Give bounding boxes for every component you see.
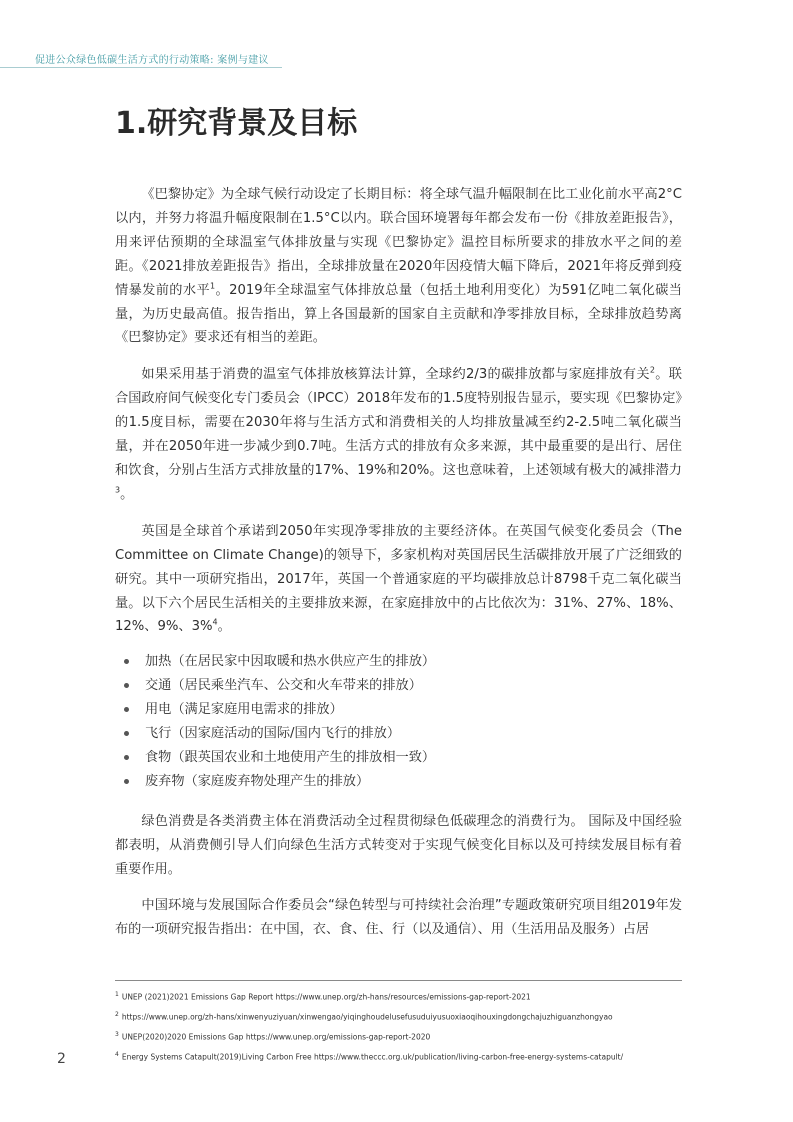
paragraph-2-end: 。 [120, 486, 134, 502]
list-item-text: 废弃物（家庭废弃物处理产生的排放） [145, 773, 370, 789]
footnote-ref-3: 3 [115, 485, 121, 495]
footnotes [115, 986, 695, 1066]
paragraph-2 [115, 363, 682, 506]
running-title: 促进公众绿色低碳生活方式的行动策略: 案例与建议 [35, 55, 269, 66]
bullet-dot-icon [124, 707, 129, 712]
paragraph-3-end: 。 [217, 619, 231, 635]
footnote-ref-1: 1 [210, 281, 216, 291]
list-item-text: 用电（满足家庭用电需求的排放） [145, 702, 343, 718]
bullet-dot-icon [124, 755, 129, 760]
list-item-text: 食物（跟英国农业和土地使用产生的排放相一致） [145, 749, 436, 765]
footnote-text: UNEP (2021)2021 Emissions Gap Report https://www.unep.org/zh-hans/resources/emissions-gap-report-2021 [121, 992, 531, 1002]
list-item [115, 650, 682, 674]
bullet-dot-icon [124, 659, 129, 664]
paragraph-2-tail: 。联合国政府间气候变化专门委员会（IPCC）2018年发布的1.5度特别报告显示，要实现《巴黎协定》的1.5度目标，需要在2030年将与生活方式和消费相关的人均排放量减至约2-2.5吨二氧化碳当量，并在2050年进一步减少到0.7吨。生活方式的排放有众多来源，其中最重要的是出行、居住和饮食，分别占生活方式排放量的17%、19%和20%。这也意味着，上述领域有极大的减排潜力 [115, 367, 682, 478]
list-item [115, 698, 682, 722]
footnote [115, 1046, 695, 1066]
bullet-dot-icon [124, 683, 129, 688]
list-item [115, 746, 682, 770]
section-title: 1.研究背景及目标 [115, 106, 358, 141]
header-rule [0, 67, 282, 68]
footnote-number: 3 [115, 1030, 119, 1038]
footnote-number: 4 [115, 1050, 119, 1058]
paragraph-3 [115, 520, 682, 640]
emission-sources-list [115, 650, 682, 793]
paragraph-1-text: 《巴黎协定》为全球气候行动设定了长期目标：将全球气温升幅限制在比工业化前水平高2°C以内，并努力将温升幅度限制在1.5°C以内。联合国环境署每年都会发布一份《排放差距报告》，用来评估预期的全球温室气体排放量与实现《巴黎协定》温控目标所要求的排放水平之间的差距。《2021排放差距报告》指出，全球排放量在2020年因疫情大幅下降后，2021年将反弹到疫情暴发前的水平 [115, 187, 682, 298]
footnote-text: https://www.unep.org/zh-hans/xinwenyuziyuan/xinwengao/yiqinghoudelusefusuduiyusuoxiaoqihouxingdongchajuzhiguanzhongyao [121, 1012, 613, 1022]
bullet-dot-icon [124, 779, 129, 784]
paragraph-5: 中国环境与发展国际合作委员会“绿色转型与可持续社会治理”专题政策研究项目组2019年发布的一项研究报告指出：在中国，衣、食、住、行（以及通信）、用（生活用品及服务）占居 [115, 898, 682, 938]
list-item-text: 加热（在居民家中因取暖和热水供应产生的排放） [145, 654, 436, 670]
list-item [115, 770, 682, 794]
page-number: 2 [57, 1051, 66, 1067]
footnote-number: 1 [115, 991, 119, 998]
footnote-number: 2 [115, 1010, 119, 1018]
list-item [115, 722, 682, 746]
footnote [115, 1026, 695, 1046]
footnote-text: Energy Systems Catapult(2019)Living Carbon Free https://www.theccc.org.uk/publication/living-carbon-free-energy-systems-catapult/ [121, 1052, 624, 1062]
paragraph-2-text: 如果采用基于消费的温室气体排放核算法计算，全球约2/3的碳排放都与家庭排放有关 [141, 367, 650, 383]
body-text [115, 183, 682, 955]
list-item [115, 674, 682, 698]
footnote-divider [115, 980, 682, 981]
footnote [115, 1006, 695, 1026]
footnote-ref-2: 2 [649, 365, 655, 375]
list-item-text: 交通（居民乘坐汽车、公交和火车带来的排放） [145, 678, 422, 694]
paragraph-1-tail: 。2019年全球温室气体排放总量（包括土地利用变化）为591亿吨二氧化碳当量，为历史最高值。报告指出，算上各国最新的国家自主贡献和净零排放目标，全球排放趋势离《巴黎协定》要求还有相当的差距。 [115, 282, 682, 346]
footnote-text: UNEP(2020)2020 Emissions Gap https://www.unep.org/emissions-gap-report-2020 [121, 1032, 431, 1042]
footnote-ref-4: 4 [212, 618, 218, 628]
paragraph-1 [115, 183, 682, 350]
paragraph-4: 绿色消费是各类消费主体在消费活动全过程贯彻绿色低碳理念的消费行为。 国际及中国经验都表明，从消费侧引导人们向绿色生活方式转变对于实现气候变化目标以及可持续发展目标有着重要作用。 [115, 813, 682, 877]
paragraph-3-text: 英国是全球首个承诺到2050年实现净零排放的主要经济体。在英国气候变化委员会（The Committee on Climate Change)的领导下，多家机构对英国居民生活碳排放开展了广泛细致的研究。其中一项研究指出，2017年，英国一个普通家庭的平均碳排放总计8798千克二氧化碳当量。以下六个居民生活相关的主要排放来源，在家庭排放中的占比依次为：31%、27%、18%、12%、9%、3% [115, 523, 682, 635]
footnote [115, 986, 695, 1006]
list-item-text: 飞行（因家庭活动的国际/国内飞行的排放） [145, 726, 401, 742]
bullet-dot-icon [124, 731, 129, 736]
